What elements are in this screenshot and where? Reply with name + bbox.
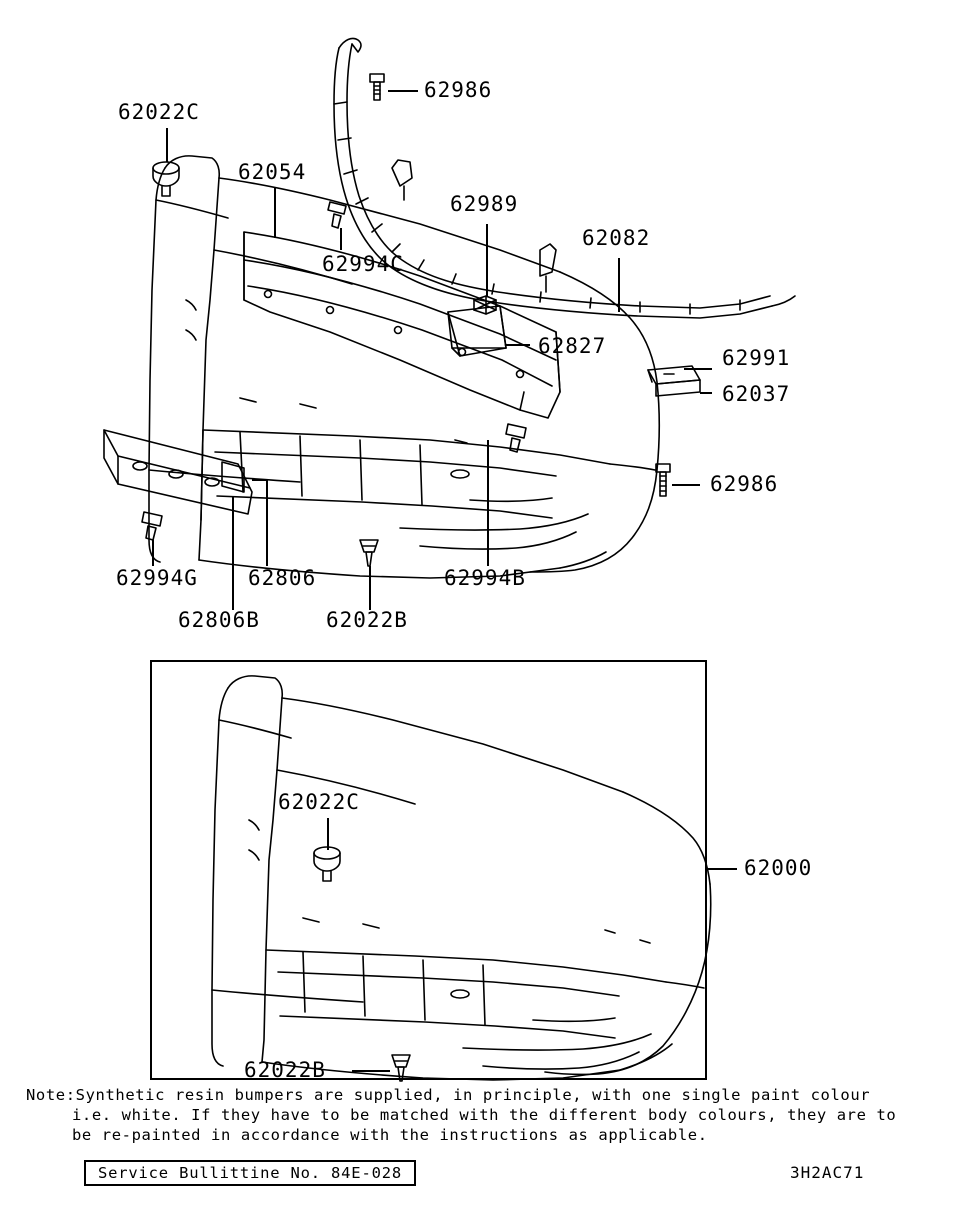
callout-62989: 62989 [450,192,519,216]
leader-62994G [152,540,154,566]
leader-62989 [486,224,488,296]
callout-62054: 62054 [238,160,307,184]
leader-62054 [274,188,276,238]
leader-62806-hook [252,479,268,481]
callout-62022B-top: 62022B [326,608,408,632]
callout-62022C-top: 62022C [118,100,200,124]
note-line-3: be re-painted in accordance with the instructions as applicable. [72,1126,708,1144]
callout-62991: 62991 [722,346,791,370]
callout-62082: 62082 [582,226,651,250]
callout-62806B: 62806B [178,608,260,632]
callout-62022C-inset: 62022C [278,790,360,814]
fastener-62986-right [656,464,670,496]
callout-62037: 62037 [722,382,791,406]
leader-62000 [707,868,737,870]
leader-62037 [700,392,712,394]
callout-62994C: 62994C [322,252,404,276]
callout-62994G: 62994G [116,566,198,590]
leader-62991 [684,368,712,370]
leader-62806B [232,496,234,610]
callout-62986-right: 62986 [710,472,779,496]
fastener-62022B-top [360,540,378,566]
callout-62806: 62806 [248,566,317,590]
leader-62022B-top [369,566,371,610]
leader-62806 [266,480,268,566]
fastener-62994G [142,512,162,540]
callout-62986-top: 62986 [424,78,493,102]
note-line-1: Note:Synthetic resin bumpers are supplied, in principle, with one single paint colour [26,1086,871,1104]
service-bulletin-box: Service Bullittine No. 84E-028 [84,1160,416,1186]
callout-62022B-inset: 62022B [244,1058,326,1082]
leader-62022C-top [166,128,168,162]
note-line-2: i.e. white. If they have to be matched with the different body colours, they are to [72,1106,897,1124]
front-bumper-face-top [149,156,659,578]
leader-62986-right [672,484,700,486]
leader-62994C [340,228,342,250]
fastener-62994C [328,202,346,228]
leader-62994B [487,440,489,566]
part-62827-block [448,306,506,356]
leader-62986-top [388,90,418,92]
inset-view-frame [150,660,707,1080]
callout-62000: 62000 [744,856,813,880]
callout-62994B: 62994B [444,566,526,590]
leader-62082 [618,258,620,312]
leader-62827 [506,344,530,346]
fastener-62986-top [370,74,384,100]
part-62082-upper-beam [334,38,795,318]
fastener-62989 [474,296,496,314]
drawing-number: 3H2AC71 [790,1163,865,1182]
callout-62827: 62827 [538,334,607,358]
note-block [26,1085,926,1145]
